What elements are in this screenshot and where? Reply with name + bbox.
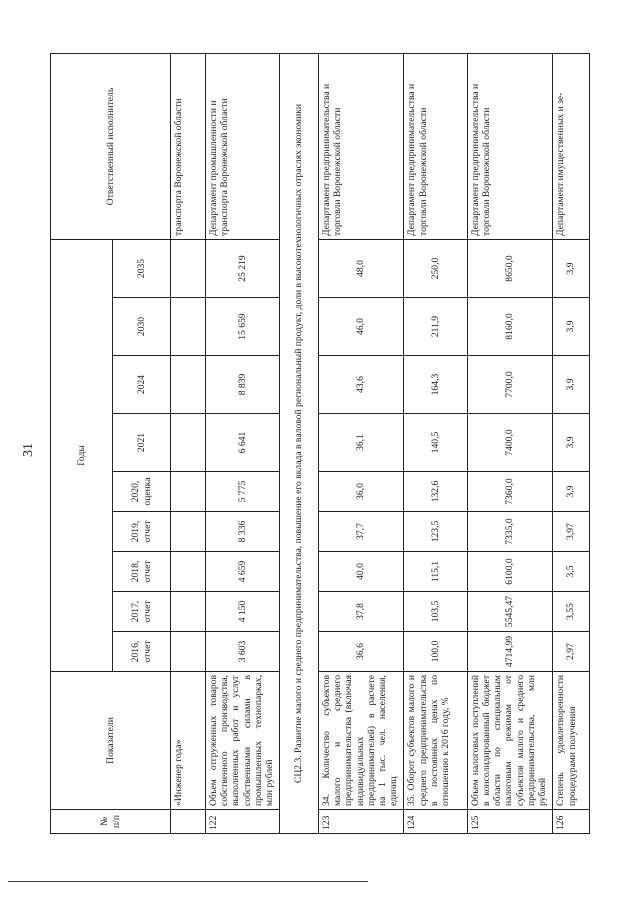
value-cell: 3,9 [553,414,590,472]
value-cell: 36,6 [318,632,404,672]
responsible-executor: Департамент промышленности и транспорта Воронежской области [205,54,279,240]
indicator-label: Объем налоговых поступлений в консолидированный бюджет области по специальным налоговым режимам от субъектов малого и среднего предпринимательства, млн рублей [467,672,553,810]
table-body [171,54,590,834]
responsible-executor: транспорта Воронежской области [171,54,206,240]
value-cell: 8 839 [205,356,279,414]
row-number [171,810,206,834]
value-cell: 7700,0 [467,356,553,414]
value-cell: 3,9 [553,298,590,356]
value-cell [171,356,206,414]
value-cell: 40,0 [318,552,404,592]
value-cell: 164,3 [404,356,467,414]
year-col-2021: 2021 [113,414,171,472]
value-cell: 103,5 [404,592,467,632]
value-cell [171,632,206,672]
responsible-executor: Департамент предпринимательства и торговли Воронежской области [318,54,404,240]
value-cell [171,472,206,512]
value-cell: 4 150 [205,592,279,632]
section-row [279,54,318,834]
value-cell: 4714,99 [467,632,553,672]
year-col-2018: 2018, отчет [113,552,171,592]
value-cell: 3 603 [205,632,279,672]
year-col-2017: 2017, отчет [113,592,171,632]
value-cell: 100,0 [404,632,467,672]
value-cell: 7400,0 [467,414,553,472]
table-row [467,54,553,834]
value-cell: 211,9 [404,298,467,356]
value-cell: 3,9 [553,240,590,298]
row-number: 123 [318,810,404,834]
value-cell: 3,97 [553,512,590,552]
value-cell: 6 641 [205,414,279,472]
responsible-executor: Департамент предпринимательства и торговли Воронежской области [467,54,553,240]
value-cell: 7335,0 [467,512,553,552]
responsible-executor: Департамент имущественных и зе- [553,54,590,240]
row-number: 122 [205,810,279,834]
value-cell: 4 659 [205,552,279,592]
year-col-2024: 2024 [113,356,171,414]
header-num: № п/п [51,810,171,834]
table-row [404,54,467,834]
value-cell: 37,7 [318,512,404,552]
value-cell: 132,6 [404,472,467,512]
value-cell: 7360,0 [467,472,553,512]
value-cell: 5 775 [205,472,279,512]
value-cell [171,512,206,552]
value-cell: 8160,0 [467,298,553,356]
header-responsible: Ответственный исполнитель [51,54,171,240]
year-col-2019: 2019, отчет [113,512,171,552]
year-col-2035: 2035 [113,240,171,298]
value-cell: 123,5 [404,512,467,552]
table-row [318,54,404,834]
table-row [205,54,279,834]
value-cell: 36,1 [318,414,404,472]
value-cell: 25 219 [205,240,279,298]
value-cell: 46,0 [318,298,404,356]
header-years: Годы [51,240,113,672]
value-cell [171,240,206,298]
value-cell [171,592,206,632]
value-cell [171,552,206,592]
row-number: 124 [404,810,467,834]
value-cell: 3,9 [553,356,590,414]
value-cell: 5545,47 [467,592,553,632]
responsible-executor: Департамент предпринимательства и торговли Воронежской области [404,54,467,240]
page-number: 31 [21,443,36,457]
value-cell: 3,5 [553,552,590,592]
value-cell [171,414,206,472]
value-cell: 3,9 [553,472,590,512]
section-title: СЦ2.3. Развитие малого и среднего предпринимательства, повышение его вклада в валовой региональный продукт, доли в высокотехнологичных отраслях экономики [279,54,318,834]
indicator-label: 35. Оборот субъектов малого и среднего предпринимательства в постоянных ценах по отношению к 2016 году, % [404,672,467,810]
header-row-1 [51,54,113,834]
indicator-label: 34. Количество субъектов малого и среднего предпринимательства (включая индивидуальных предпринимателей) в расчете на 1 тыс. чел. населения, единиц [318,672,404,810]
row-number: 126 [553,810,590,834]
value-cell: 36,0 [318,472,404,512]
table-row [171,54,206,834]
value-cell: 48,0 [318,240,404,298]
header-indicators: Показатели [51,672,171,810]
value-cell: 37,8 [318,592,404,632]
indicator-label: Объем отгруженных товаров собственного производства, выполненных работ и услуг собственными силами в промышленных технопарках, млн рублей [205,672,279,810]
table-row [553,54,590,834]
row-number: 125 [467,810,553,834]
value-cell: 15 659 [205,298,279,356]
indicator-label: «Инженер года» [171,672,206,810]
year-col-2030: 2030 [113,298,171,356]
value-cell: 6100,0 [467,552,553,592]
rotated-table-wrapper [50,54,590,834]
year-col-2016: 2016, отчет [113,632,171,672]
value-cell: 43,6 [318,356,404,414]
indicator-label: Степень удовлетворенности процедурами получения [553,672,590,810]
value-cell: 2,97 [553,632,590,672]
footnote-divider [8,881,368,882]
year-col-2020: 2020, оценка [113,472,171,512]
indicators-table [50,53,590,834]
value-cell: 115,1 [404,552,467,592]
value-cell: 3,55 [553,592,590,632]
value-cell: 8650,0 [467,240,553,298]
value-cell [171,298,206,356]
value-cell: 8 336 [205,512,279,552]
value-cell: 250,0 [404,240,467,298]
value-cell: 140,5 [404,414,467,472]
